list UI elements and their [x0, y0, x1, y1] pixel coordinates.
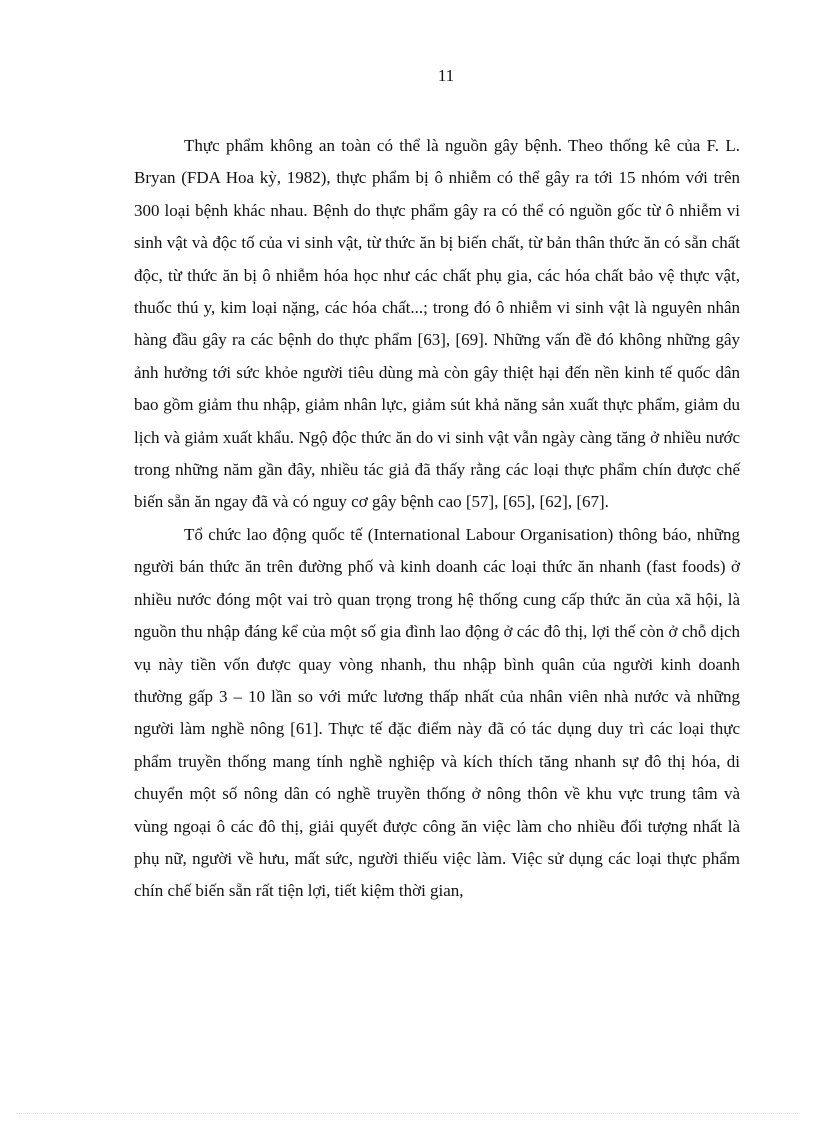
body-text	[134, 130, 740, 908]
paragraph: Tổ chức lao động quốc tế (International Labour Organisation) thông báo, những người bán thức ăn trên đường phố và kinh doanh các loại thức ăn nhanh (fast foods) ở nhiều nước đóng một vai trò quan trọng trong hệ thống cung cấp thức ăn của xã hội, là nguồn thu nhập đáng kể của một số gia đình lao động ở các đô thị, lợi thế còn ở chỗ dịch vụ này tiền vốn được quay vòng nhanh, thu nhập bình quân của người kinh doanh thường gấp 3 – 10 lần so với mức lương thấp nhất của nhân viên nhà nước và những người làm nghề nông [61]. Thực tế đặc điểm này đã có tác dụng duy trì các loại thực phẩm truyền thống mang tính nghề nghiệp và kích thích tăng nhanh sự đô thị hóa, di chuyển một số nông dân có nghề truyền thống ở nông thôn về khu vực trung tâm và vùng ngoại ô các đô thị, giải quyết được công ăn việc làm cho nhiều đối tượng nhất là phụ nữ, người về hưu, mất sức, người thiếu việc làm. Việc sử dụng các loại thực phẩm chín chế biến sẵn rất tiện lợi, tiết kiệm thời gian,	[134, 524, 740, 901]
page-bottom-divider	[16, 1113, 800, 1114]
paragraph: Thực phẩm không an toàn có thể là nguồn gây bệnh. Theo thống kê của F. L. Bryan (FDA Hoa kỳ, 1982), thực phẩm bị ô nhiễm có thể gây ra tới 15 nhóm với trên 300 loại bệnh khác nhau. Bệnh do thực phẩm gây ra có thể có nguồn gốc từ ô nhiễm vi sinh vật và độc tố của vi sinh vật, từ thức ăn bị biến chất, từ bản thân thức ăn có sẵn chất độc, từ thức ăn bị ô nhiễm hóa học như các chất phụ gia, các hóa chất bảo vệ thực vật, thuốc thú y, kim loại nặng, các hóa chất...; trong đó ô nhiễm vi sinh vật là nguyên nhân hàng đầu gây ra các bệnh do thực phẩm [63], [69]. Những vấn đề đó không những gây ảnh hưởng tới sức khỏe người tiêu dùng mà còn gây thiệt hại đến nền kinh tế quốc dân bao gồm giảm thu nhập, giảm nhân lực, giảm sút khả năng sản xuất thực phẩm, giảm du lịch và giảm xuất khẩu. Ngộ độc thức ăn do vi sinh vật vẫn ngày càng tăng ở nhiều nước trong những năm gần đây, nhiều tác giả đã thấy rằng các loại thực phẩm chín được chế biến sẵn ăn ngay đã và có nguy cơ gây bệnh cao [57], [65], [62], [67].	[134, 136, 740, 512]
page-number	[0, 64, 816, 88]
page-number-text: 11	[437, 66, 455, 85]
